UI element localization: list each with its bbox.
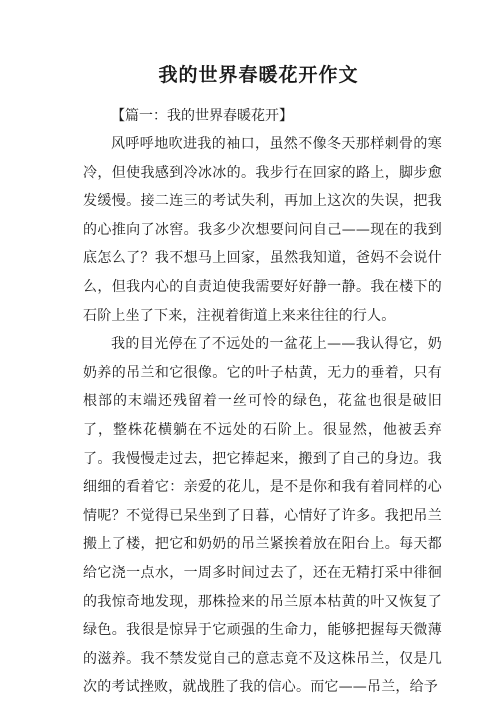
paragraph-1: 风呼呼地吹进我的袖口，虽然不像冬天那样刺骨的寒冷，但使我感到冷冰冰的。我步行在回家的路上，脚步愈发缓慢。接二连三的考试失利，再加上这次的失误，把我的心推向了冰窖。我多少次想要问问自己——现在的我到底怎么了？我不想马上回家，虽然我知道，爸妈不会说什么，但我内心的自责迫使我需要好好静一静。我在楼下的石阶上坐了下来，注视着街道上来来往往的行人。 (83, 136, 442, 324)
section-heading: 【篇一：我的世界春暖花开】 (111, 108, 293, 124)
document-title: 我的世界春暖花开作文 (158, 64, 359, 86)
paragraph-2: 我的目光停在了不远处的一盆花上——我认得它，奶奶养的吊兰和它很像。它的叶子枯黄，无力的垂着，只有根部的末端还残留着一丝可怜的绿色，花盆也很是破旧了，整株花横躺在不远处的石阶上。很显然，他被丢弃了。我慢慢走过去，把它捧起来，搬到了自己的身边。我细细的看着它：亲爱的花儿，是不是你和我有着同样的心情呢？不觉得已呆坐到了日暮，心情好了许多。我把吊兰搬上了楼，把它和奶奶的吊兰紧挨着放在阳台上。每天都给它浇一点水，一周多时间过去了，还在无精打采中徘徊的我惊奇地发现，那株捡来的吊兰原本枯黄的叶又恢复了绿色。我很是惊异于它顽强的生命力，能够把握每天微薄的滋养。我不禁发觉自己的意志竟不及这株吊兰，仅是几次的考试挫败，就战胜了我的信心。而它——吊兰，给予 (83, 336, 442, 696)
